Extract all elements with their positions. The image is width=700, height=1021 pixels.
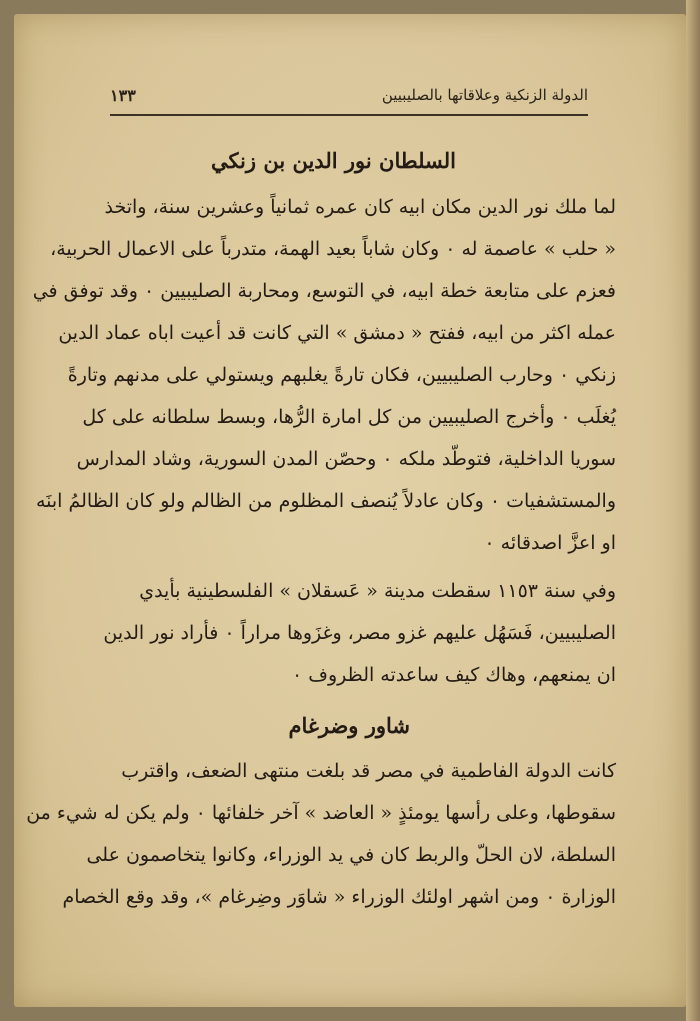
paragraph-line: كانت الدولة الفاطمية في مصر قد بلغت منتهى الضعف، واقترب xyxy=(121,760,616,782)
page-number: ١٣٣ xyxy=(110,86,136,105)
paragraph-line: سقوطها، وعلى رأسها يومئذٍ « العاضد » آخر خلفائها ٠ ولم يكن له شيء من xyxy=(26,802,616,824)
section-title-shawar: شاور وضرغام xyxy=(288,713,410,738)
paragraph-line: وفي سنة ١١٥٣ سقطت مدينة « عَسقلان » الفلسطينية بأيدي xyxy=(139,580,616,602)
page-header xyxy=(110,80,628,112)
header-rule xyxy=(110,114,588,116)
paragraph-line: السلطة، لان الحلّ والربط كان في يد الوزراء، وكانوا يتخاصمون على xyxy=(86,844,616,866)
paragraph-line: او اعزَّ اصدقائه ٠ xyxy=(484,532,616,554)
paragraph-line: عمله اكثر من ابيه، ففتح « دمشق » التي كانت قد أعيت اباه عماد الدين xyxy=(58,322,616,344)
paragraph-line: الوزارة ٠ ومن اشهر اولئك الوزراء « شاوَر وضِرغام »، وقد وقع الخصام xyxy=(62,886,616,908)
paragraph-line: يُغلَب ٠ وأخرج الصليبيين من كل امارة الرُّها، وبسط سلطانه على كل xyxy=(82,406,616,428)
paragraph-line: والمستشفيات ٠ وكان عادلاً يُنصف المظلوم من الظالم ولو كان الظالمُ ابنَه xyxy=(35,490,616,512)
paragraph-line: ان يمنعهم، وهاك كيف ساعدته الظروف ٠ xyxy=(292,664,616,686)
paragraph-line: فعزم على متابعة خطة ابيه، في التوسع، ومحاربة الصليبيين ٠ وقد توفق في xyxy=(32,280,616,302)
paragraph-line: زنكي ٠ وحارب الصليبيين، فكان تارةً يغلبهم ويستولي على مدنهم وتارةً xyxy=(67,364,616,386)
section-title-nur-al-din: السلطان نور الدين بن زنكي xyxy=(210,148,456,173)
paragraph-line: الصليبيين، فَسَهُل عليهم غزو مصر، وغزَوها مراراً ٠ فأراد نور الدين xyxy=(103,622,616,644)
paragraph-line: لما ملك نور الدين مكان ابيه كان عمره ثمانياً وعشرين سنة، واتخذ xyxy=(104,196,616,218)
running-head: الدولة الزنكية وعلاقاتها بالصليبيين xyxy=(381,86,588,104)
paragraph-line: سوريا الداخلية، فتوطّد ملكه ٠ وحصّن المدن السورية، وشاد المدارس xyxy=(76,448,616,470)
book-spine-edge xyxy=(686,0,700,1021)
paragraph-line: « حلب » عاصمة له ٠ وكان شاباً بعيد الهمة، متدرباً على الاعمال الحربية، xyxy=(50,238,616,260)
